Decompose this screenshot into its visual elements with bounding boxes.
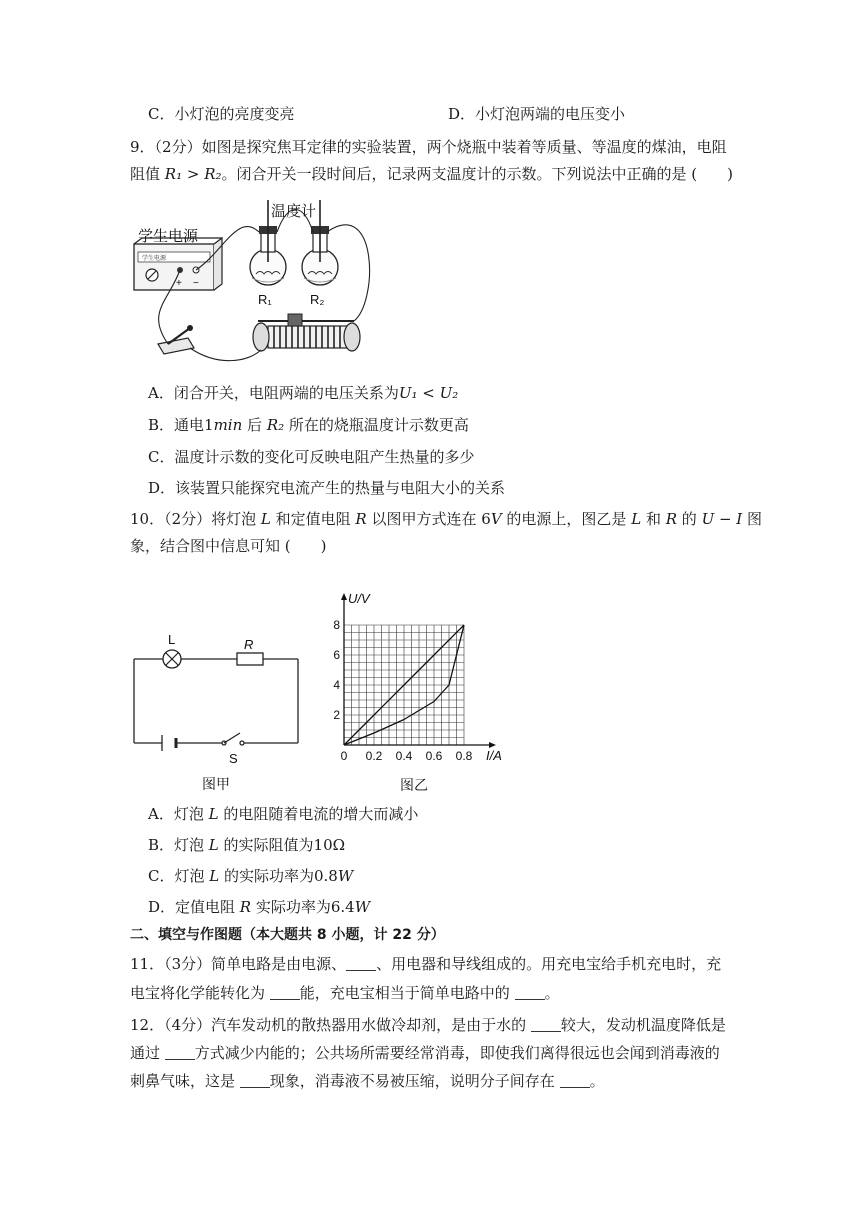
q12-line3: 刺鼻气味，这是 现象，消毒液不易被压缩，说明分子间存在 。 — [130, 1072, 605, 1090]
q9-option-d: D．该装置只能探究电流产生的热量与电阻大小的关系 — [148, 479, 506, 497]
q12-blank-2[interactable] — [165, 1045, 195, 1060]
r2-label: R₂ — [310, 292, 325, 307]
q10-stem-line1: 10．（2分）将灯泡 L 和定值电阻 R 以图甲方式连在 6V 的电源上，图乙是 L 和 R 的 U − I 图 — [130, 510, 763, 528]
knife-switch — [158, 325, 194, 354]
svg-text:−: − — [193, 278, 199, 289]
q10-option-d: D．定值电阻 R 实际功率为6.4W — [148, 898, 371, 916]
chart-caption: 图乙 — [400, 777, 428, 793]
resistor-label: R — [244, 637, 254, 652]
q11-line2: 电宝将化学能转化为 能，充电宝相当于简单电路中的 。 — [130, 984, 560, 1002]
x-tick-label: 0 — [340, 749, 348, 763]
q9-stem-line1: 9．（2分）如图是探究焦耳定律的实验装置，两个烧瓶中装着等质量、等温度的煤油，电阻 — [130, 138, 727, 156]
q12-line1: 12．（4分）汽车发动机的散热器用水做冷却剂，是由于水的 较大，发动机温度降低是 — [130, 1016, 726, 1034]
y-axis-label: U/V — [348, 591, 370, 606]
x-axis-label: I/A — [486, 748, 502, 763]
circuit-caption: 图甲 — [202, 776, 230, 792]
q9-math-r1-r2: R₁ > R₂ — [164, 165, 222, 183]
q11-line1: 11．（3分）简单电路是由电源、 、用电器和导线组成的。用充电宝给手机充电时，充 — [130, 955, 722, 973]
x-tick-label: 0.2 — [365, 749, 383, 763]
switch-label: S — [229, 751, 238, 766]
q11-blank-3[interactable] — [515, 985, 545, 1000]
x-tick-label: 0.6 — [425, 749, 443, 763]
svg-text:+: + — [176, 278, 182, 289]
q10-option-a: A．灯泡 L 的电阻随着电流的增大而减小 — [148, 805, 419, 823]
y-tick-label: 8 — [333, 618, 340, 632]
q8-option-c: C．小灯泡的亮度变亮 — [148, 105, 295, 123]
y-axis-arrow-icon — [341, 593, 347, 600]
q10-option-b: B．灯泡 L 的实际阻值为10Ω — [148, 836, 346, 854]
q10-stem-line2: 象，结合图中信息可知 ( ) — [130, 537, 327, 555]
lamp-symbol — [163, 650, 181, 668]
section-2-heading: 二、填空与作图题（本大题共 8 小题，计 22 分） — [130, 927, 445, 943]
q9-apparatus-figure — [128, 192, 373, 372]
q10-circuit-diagram — [126, 625, 306, 795]
q12-line2: 通过 方式减少内能的；公共场所需要经常消毒，即使我们离得很远也会闻到消毒液的 — [130, 1044, 720, 1062]
q12-blank-4[interactable] — [560, 1073, 590, 1088]
q9-option-a: A．闭合开关，电阻两端的电压关系为U₁ < U₂ — [148, 384, 459, 402]
thermometer-label: 温度计 — [271, 203, 317, 220]
q10-option-c: C．灯泡 L 的实际功率为0.8W — [148, 867, 354, 885]
switch-symbol — [222, 733, 244, 745]
y-tick-label: 2 — [333, 708, 340, 722]
battery-symbol — [162, 735, 176, 751]
lamp-label: L — [168, 632, 176, 647]
power-supply-label: 学生电源 — [138, 228, 199, 245]
r1-label: R₁ — [258, 292, 272, 307]
q11-blank-1[interactable] — [346, 956, 376, 971]
x-tick-label: 0.8 — [455, 749, 473, 763]
x-tick-label: 0.4 — [395, 749, 413, 763]
resistor-symbol — [237, 653, 263, 665]
q12-blank-1[interactable] — [531, 1017, 561, 1032]
rheostat — [253, 314, 360, 351]
q8-option-d: D．小灯泡两端的电压变小 — [448, 105, 626, 123]
q10-ui-chart — [330, 590, 510, 795]
y-tick-label: 4 — [333, 678, 340, 692]
power-supply-panel-label: 学生电源 — [142, 256, 167, 262]
q12-blank-3[interactable] — [240, 1073, 270, 1088]
q9-stem-line2: 阻值 R₁ > R₂。闭合开关一段时间后，记录两支温度计的示数。下列说法中正确的是 ( ) — [130, 165, 733, 183]
q9-option-b: B．通电1min 后 R₂ 所在的烧瓶温度计示数更高 — [148, 416, 469, 434]
q9-option-c: C．温度计示数的变化可反映电阻产生热量的多少 — [148, 448, 475, 466]
y-tick-label: 6 — [333, 648, 340, 662]
q11-blank-2[interactable] — [270, 985, 300, 1000]
